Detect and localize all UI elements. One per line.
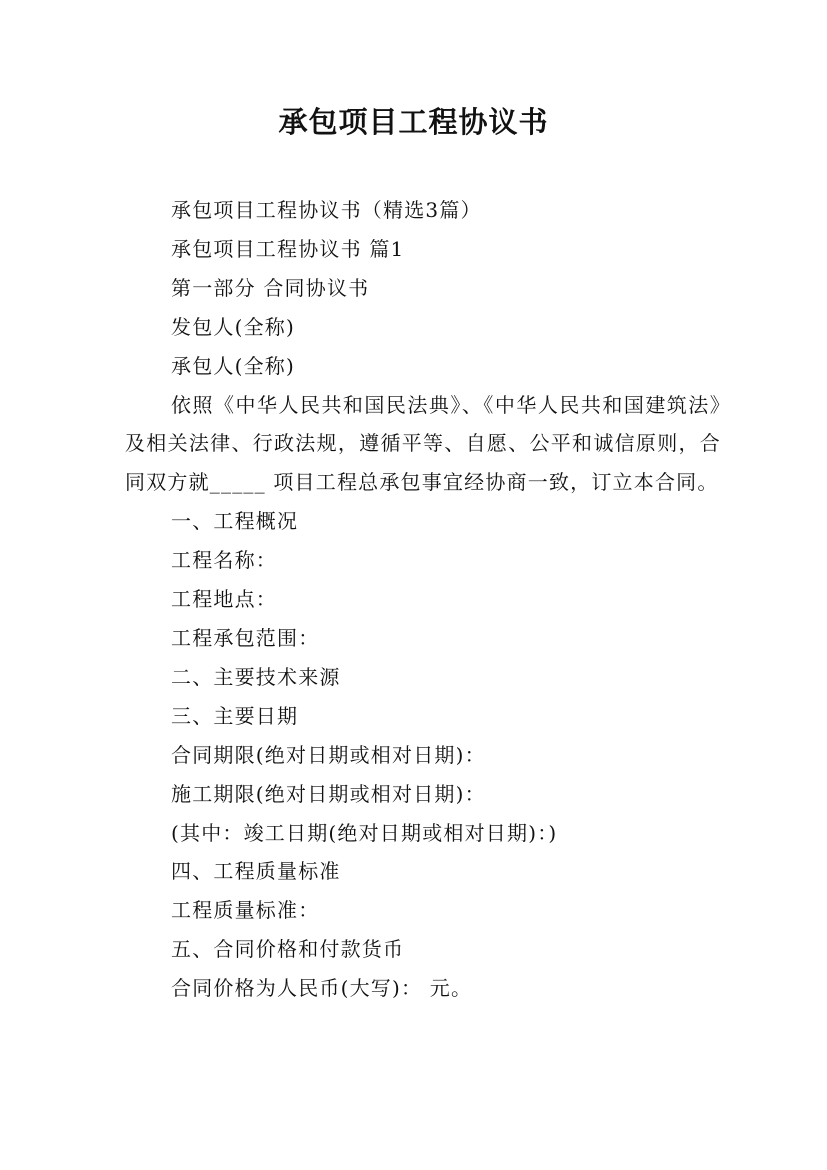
paragraph-quality-heading: 四、工程质量标准 <box>171 859 341 884</box>
paragraph-construction-term: 施工期限(绝对日期或相对日期)： <box>171 781 486 806</box>
paragraph-project-scope: 工程承包范围： <box>171 625 320 650</box>
paragraph-quality-standard: 工程质量标准： <box>171 898 320 923</box>
paragraph-employer: 发包人(全称) <box>171 314 296 339</box>
paragraph-project-name: 工程名称： <box>171 548 277 573</box>
paragraph-completion-date: (其中：竣工日期(绝对日期或相对日期)：) <box>171 820 558 845</box>
paragraph-technology-heading: 二、主要技术来源 <box>171 664 341 689</box>
paragraph-contract-price: 合同价格为人民币(大写)： 元。 <box>171 976 473 1001</box>
paragraph-subtitle: 承包项目工程协议书（精选3篇） <box>171 198 482 222</box>
paragraph-part-heading: 第一部分 合同协议书 <box>171 275 370 300</box>
paragraph-price-heading: 五、合同价格和付款货币 <box>171 937 405 962</box>
document-title: 承包项目工程协议书 <box>278 105 549 139</box>
document-body <box>125 191 721 1008</box>
paragraph-preamble: 依照《中华人民共和国民法典》、《中华人民共和国建筑法》及相关法律、行政法规，遵循平等、自愿、公平和诚信原则，合同双方就_____ 项目工程总承包事宜经协商一致，订立本合同。 <box>125 392 721 495</box>
paragraph-dates-heading: 三、主要日期 <box>171 703 299 728</box>
paragraph-project-overview-heading: 一、工程概况 <box>171 509 299 534</box>
paragraph-project-location: 工程地点： <box>171 587 277 612</box>
paragraph-contractor: 承包人(全称) <box>171 353 296 378</box>
paragraph-contract-term: 合同期限(绝对日期或相对日期)： <box>171 742 486 767</box>
paragraph-section-heading: 承包项目工程协议书 篇1 <box>171 236 405 261</box>
